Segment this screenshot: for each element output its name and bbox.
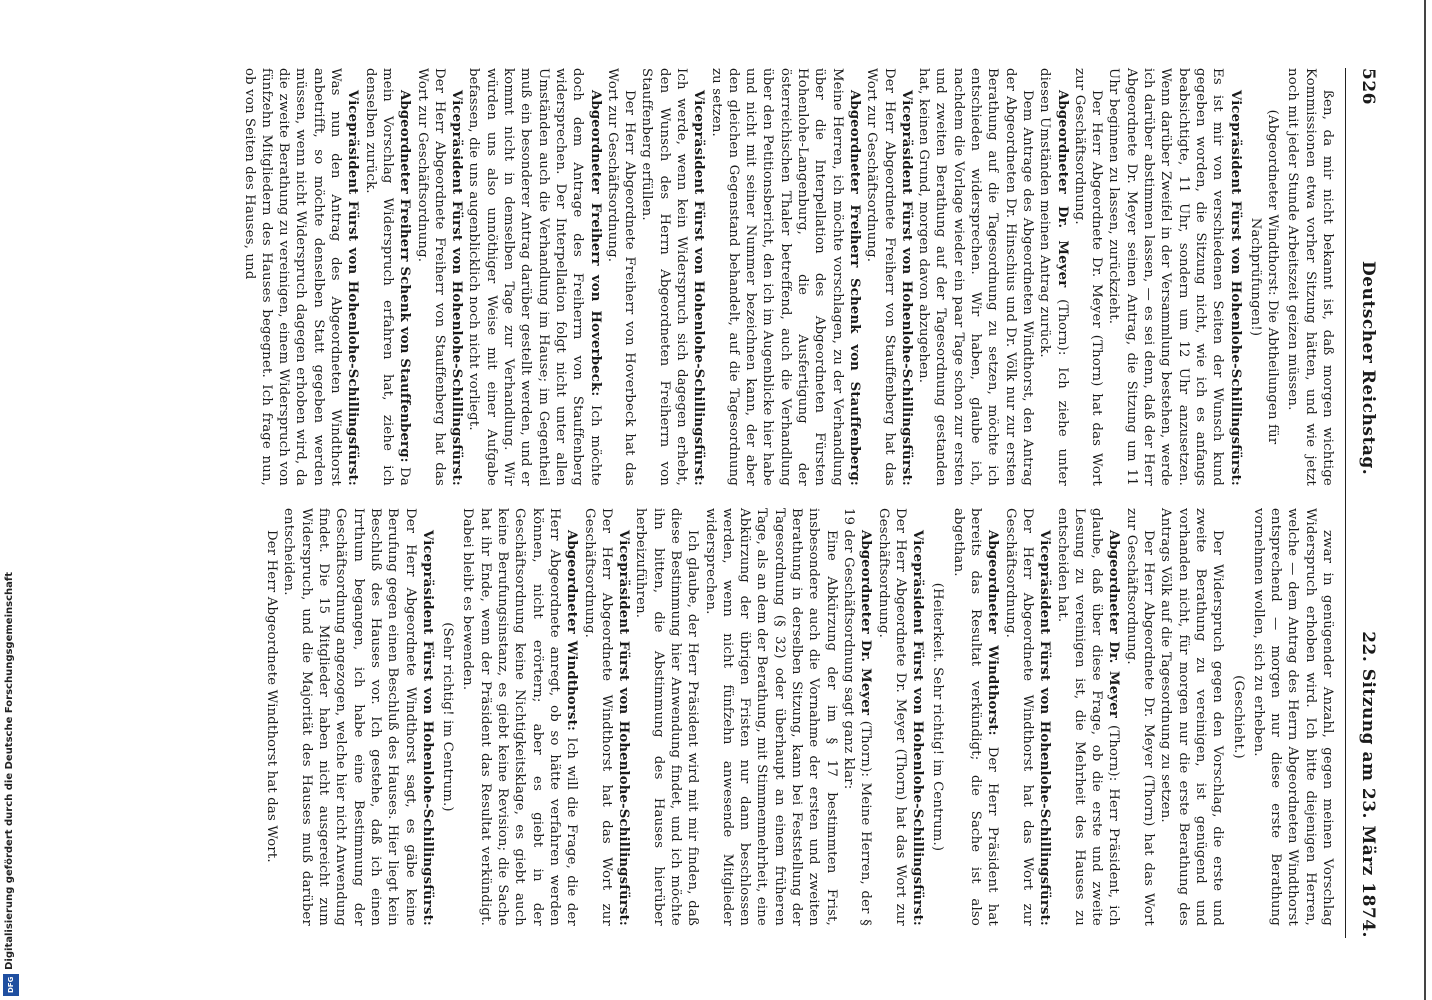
stage-direction (1247, 68, 1282, 486)
speaker-name: Vicepräsident Fürst von Hohenlohe-Schillingsfürst: (691, 90, 707, 486)
paragraph (263, 508, 280, 926)
paragraph (1157, 508, 1226, 926)
page-header (1348, 68, 1378, 938)
dfg-logo-icon: DFG (3, 974, 19, 996)
paragraph-text: Der Herr Abgeordnete Freiherr von Stauffenberg hat das Wort zur Geschäftsordnung. (414, 68, 447, 486)
paragraph-text: (Abgeordneter Windthorst: Die Abtheilungen für Nachprüfungen!) (1247, 109, 1281, 445)
speaker-name: Abgeordneter Freiherr Schenk von Stauffenberg: (846, 90, 862, 486)
paragraph-text: Dem Antrage des Abgeordneten Windthorst, den Antrag der Abgeordneten Dr. Hinschius und Dr. Völk nur zur ersten Berathung auf die Tagesordnung zu setzen, möchte ich entschieden widersprechen. Wir haben, glaube ich, nachdem die Vorlage wieder ein paar Tage schon zur ersten und zweiten Berathung auf der Tagesordnung gestanden hat, keinen Grund, morgen davon abzugehen. (916, 68, 1035, 486)
paragraph (465, 68, 603, 486)
paragraph-text: Der Herr Abgeordnete Dr. Meyer (Thorn) hat das Wort zur Geschäftsordnung. (1071, 68, 1105, 486)
paragraph-text: Es ist mir von verschiedenen Seiten der Wunsch kund gegeben worden, die Sitzung nicht, wie ich es anfangs beabsichtigte, 11 Uhr, sondern um 12 Uhr anzusetzen. Wenn darüber Zweifel in der Versammlung bestehen, werde ich darüber abstimmen lassen, — es sei denn, daß der Herr Abgeordnete Dr. Meyer seinen Antrag, die Sitzung um 11 Uhr beginnen zu lassen, zurückzieht. (1106, 68, 1226, 486)
paragraph-text: Der Herr Abgeordnete Windthorst hat das Wort. (264, 530, 280, 863)
paragraph-text: (Thorn): Ich ziehe unter diesen Umständen meinen Antrag zurück. (1037, 68, 1070, 486)
paragraph-text: Der Herr Abgeordnete Windthorst hat das Wort zur Geschäftsordnung. (581, 508, 614, 926)
speaker-name: Abgeordneter Windthorst: (985, 530, 1001, 736)
paragraph (1071, 68, 1106, 486)
paragraph (949, 508, 1001, 926)
paragraph (874, 508, 926, 926)
speaker-name: Vicepräsident Fürst von Hohenlohe-Schillingsfürst: (1227, 90, 1243, 486)
paragraph (840, 508, 875, 926)
paragraph-text: (Thorn): Meine Herren, der § 19 der Geschäftsordnung sagt ganz klar: (840, 508, 874, 926)
stage-direction (1229, 508, 1246, 926)
right-column (263, 508, 1336, 926)
paragraph-text: Was nun den Antrag des Abgeordneten Windthorst anbetrifft, so möchte denselben Statt gegeben werden müssen, wenn nicht Widerspruch dagegen erhoben wird, da die zweite Berathung zu vereinigen, einem Widerspruch von fünfzehn Mitgliedern des Hauses begegnet. Ich frage nun, ob von Seiten des Hauses, und (241, 68, 344, 486)
paragraph (632, 508, 701, 926)
paragraph (280, 508, 436, 926)
paragraph (459, 508, 580, 926)
paragraph (604, 68, 639, 486)
paragraph (361, 68, 413, 486)
paragraph-text: Der Herr Präsident hat bereits das Resultat verkündigt; die Sache ist also abgethan. (950, 508, 1001, 926)
paragraph (638, 68, 707, 486)
speaker-name: Abgeordneter Freiherr von Hoverbeck: (587, 90, 603, 397)
stage-direction (929, 508, 946, 926)
paragraph-text: Der Herr Abgeordnete Windthorst hat das Wort zur Geschäftsordnung. (1002, 508, 1035, 926)
speaker-name: Vicepräsident Fürst von Hohenlohe-Schillingsfürst: (616, 530, 632, 926)
paragraph-text: Ich will die Frage, die der Herr Abgeordnete anregt, ob so hätte verfahren werden können, nicht erörtern; aber es giebt in der Geschäftsordnung keine Nichtigkeitsklage, es giebt auch keine Berufungsinstanz, es giebt keine Revision; die Sache hat ihr Ende, wenn der Präsident das Resultat verkündigt. Dabei bleibt es bewenden. (460, 508, 580, 926)
paragraph (707, 68, 863, 486)
speaker-name: Vicepräsident Fürst von Hohenlohe-Schillingsfürst: (449, 90, 465, 486)
paragraph (413, 68, 465, 486)
paragraph (863, 68, 915, 486)
stage-direction (439, 508, 456, 926)
speaker-name: Vicepräsident Fürst von Hohenlohe-Schillingsfürst: (345, 90, 361, 486)
paragraph (915, 68, 1036, 486)
paragraph-text: ßen, da mir nicht bekannt ist, daß morgen wichtige Kommissionen etwa vorher Sitzung hätten, und wie jetzt noch mit jeder Stunde Arbeitszeit geizen müssen. (1285, 68, 1335, 486)
speaker-name: Abgeordneter Dr. Meyer (858, 530, 874, 716)
publication-title: Deutscher Reichstag. (1358, 261, 1378, 476)
paragraph-text: (Sehr richtig! im Centrum.) (440, 622, 456, 812)
paragraph (580, 508, 632, 926)
speaker-name: Vicepräsident Fürst von Hohenlohe-Schillingsfürst: (910, 530, 926, 926)
paragraph-text: Ich glaube, der Herr Präsident wird mit mir finden, daß diese Bestimmung hier Anwendung findet, und ich möchte ihn bitten, die Abstimmung des Hauses hierüber herbeizuführen. (633, 508, 701, 926)
paragraph (1001, 508, 1053, 926)
paragraph-text: (Thorn): Herr Präsident, ich glaube, daß über diese Frage, ob die erste und zweite Lesung zu vereinigen ist, die Mehrheit des Hauses zu entscheiden hat. (1054, 508, 1122, 926)
paragraph-text: Der Widerspruch gegen den Vorschlag, die erste und zweite Berathung zu vereinigen, ist genügend und vorhanden nicht, für morgen nur die erste Berathung des Antrags Völk auf die Tagesordnung zu setzen. (1158, 508, 1226, 926)
paragraph-text: (Geschieht.) (1230, 675, 1246, 759)
session-info: 22. Sitzung am 23. März 1874. (1358, 631, 1378, 938)
paragraph (1284, 68, 1336, 486)
left-column (240, 68, 1336, 486)
speaker-name: Abgeordneter Dr. Meyer (1106, 530, 1122, 718)
paragraph (1036, 68, 1071, 486)
paragraph-text: Der Herr Abgeordnete Dr. Meyer (Thorn) hat das Wort zur Geschäftsordnung. (1123, 508, 1157, 926)
paragraph (1053, 508, 1122, 926)
paragraph-text: Ich möchte doch dem Antrage des Freiherrn von Stauffenberg widersprechen. Der Interpellation folgt nicht unter allen Umständen auch die Verhandlung im Hause; im Gegentheil muß ein besonderer Antrag darüber gestellt werden, und er kommt nicht in demselben Tage zur Verhandlung. Wir würden uns also unnöthiger Weise mit einer Aufgabe befassen, die uns augenblicklich noch nicht vorliegt. (466, 68, 603, 486)
paragraph (240, 68, 361, 486)
page-edge-line (1424, 0, 1426, 1000)
digitization-credit: Digitalisierung gefördert durch die Deutsche Forschungsgemeinschaft (4, 572, 15, 970)
paragraph-text: (Heiterkeit. Sehr richtig! im Centrum.) (930, 582, 946, 852)
paragraph-text: Meine Herren, ich möchte vorschlagen, zu der Verhandlung über die Interpellation des Abgeordneten Fürsten Hohenlohe-Langenburg, die Ausfertigung der österreichischen Thaler betreffend, auch die Verhandlung über den Petitionsbericht, den ich im Augenblicke hier habe und nicht mit seiner Nummer bezeichnen kann, der aber den gleichen Gegenstand behandelt, auf die Tagesordnung zu setzen. (708, 68, 845, 486)
paragraph (1250, 508, 1336, 926)
paragraph-text: Der Herr Abgeordnete Windthorst sagt, es gäbe keine Berufung gegen einen Beschluß des Hauses. Hier liegt kein Beschluß des Hauses vor. Ich gestehe, daß ich einen Irrthum begangen, ich habe eine Bestimmung der Geschäftsordnung angezogen, welche hier nicht Anwendung findet. Die 15 Mitglieder haben nicht ausgereicht zum Widerspruch, und die Majorität des Hauses muß darüber entscheiden. (281, 508, 418, 926)
header-rule (1345, 68, 1346, 938)
paragraph-text: Eine Abkürzung der im § 17 bestimmten Frist, insbesondere auch die Vornahme der ersten und zweiten Berathung in derselben Sitzung, kann bei Feststellung der Tagesordnung (§ 32) oder überhaupt an einem früheren Tage, als an dem der Berathung, mit Stimmenmehrheit, eine Abkürzung der übrigen Fristen nur dann beschlossen werden, wenn nicht fünfzehn anwesende Mitglieder widersprechen. (702, 508, 839, 926)
paragraph-text: zwar in genügender Anzahl, gegen meinen Vorschlag Widerspruch erhoben wird. Ich bitte diejenigen Herren, welche — dem Antrag des Herrn Abgeordneten Windthorst entsprechend — morgen nur diese erste Berathung vornehmen wollen, sich zu erheben. (1250, 508, 1335, 926)
paragraph (1105, 68, 1243, 486)
speaker-name: Vicepräsident Fürst von Hohenlohe-Schillingsfürst: (898, 90, 914, 486)
paragraph-text: Der Herr Abgeordnete Freiherr von Stauffenberg hat das Wort zur Geschäftsordnung. (864, 68, 897, 486)
paragraph-text: Der Herr Abgeordnete Dr. Meyer (Thorn) hat das Wort zur Geschäftsordnung. (875, 508, 908, 926)
paragraph (701, 508, 839, 926)
speaker-name: Abgeordneter Windthorst: (564, 530, 580, 732)
page-number: 526 (1358, 68, 1378, 105)
paragraph-text: Da mein Vorschlag Widerspruch erfahren hat, ziehe ich denselben zurück. (362, 68, 413, 486)
speaker-name: Vicepräsident Fürst von Hohenlohe-Schillingsfürst: (1037, 530, 1053, 926)
paragraph-text: Der Herr Abgeordnete Freiherr von Hoverbeck hat das Wort zur Geschäftsordnung. (604, 68, 638, 486)
speaker-name: Vicepräsident Fürst von Hohenlohe-Schillingsfürst: (419, 530, 435, 926)
speaker-name: Abgeordneter Dr. Meyer (1054, 90, 1070, 288)
speaker-name: Abgeordneter Freiherr Schenk von Stauffenberg: (397, 90, 413, 463)
paragraph (1122, 508, 1157, 926)
paragraph-text: Ich werde, wenn kein Widerspruch sich dagegen erhebt, den Wunsch des Herrn Abgeordneten Freiherrn von Stauffenberg erfüllen. (639, 68, 690, 486)
